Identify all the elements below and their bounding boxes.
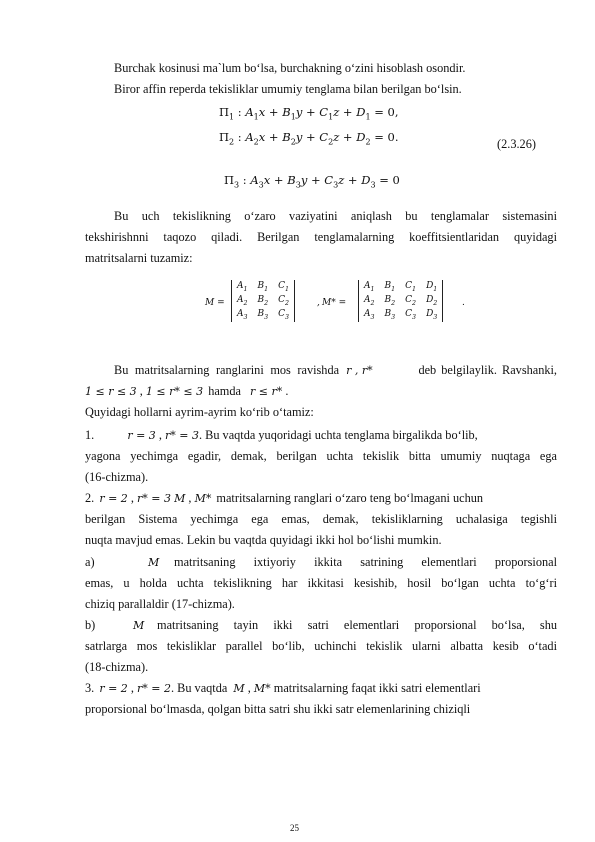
text-line-2: Biror affin reperda tekisliklar umumiy tenglama bilan berilgan bo‘lsin. <box>114 82 462 96</box>
equation-pi1: $\Pi_1$ : $A_1x + B_1y + C_1z + D_1 = 0$, <box>219 105 399 122</box>
case-1-line-2: yagona yechimga egadir, demak, berilgan uchta tekislik bitta umumiy nuqtaga ega <box>85 449 557 463</box>
case-1-line-1: 1. r = 3 , r* = 3. Bu vaqtda yuqoridagi uchta tenglama birgalikda bo‘lib, <box>85 428 478 442</box>
case-b-line-3: (18-chizma). <box>85 660 149 674</box>
page-number: 25 <box>290 823 299 833</box>
paragraph-2-line-1: Bu matritsalarning ranglarini mos ravishda r , r* deb belgilaylik. Ravshanki, <box>114 363 557 377</box>
case-3-line-1: 3. r = 2 , r* = 2. Bu vaqtda M , M* matritsalarning faqat ikki satri elementlari <box>85 681 481 695</box>
case-a-line-2: emas, u holda uchta tekislikning har ikkitasi kesishib, hosil bo‘lgan uchta to‘g‘ri <box>85 576 557 590</box>
case-b-line-2: satrlarga mos tekisliklar parallel bo‘lib, uchinchi tekislik ularni albatta kesib o‘tadi <box>85 639 557 653</box>
case-a-line-1: a) M matritsaning ixtiyoriy ikkita satrining elementlari proporsional <box>85 555 557 569</box>
equation-pi3: $\Pi_3$ : $A_3x + B_3y + C_3z + D_3 = 0$ <box>224 173 400 190</box>
case-b-line-1: b) M matritsaning tayin ikki satri elementlari proporsional bo‘lsa, shu <box>85 618 557 632</box>
paragraph-2-line-2: 1 ≤ r ≤ 3 , 1 ≤ r* ≤ 3 hamda r ≤ r* . <box>85 384 289 398</box>
equation-pi2: $\Pi_2$ : $A_2x + B_2y + C_2z + D_2 = 0$. <box>219 130 399 147</box>
paragraph-1-line-3: matritsalarni tuzamiz: <box>85 251 193 265</box>
case-3-line-2: proporsional bo‘lmasda, qolgan bitta satri shu ikki satr elemenlarining chiziqli <box>85 702 471 716</box>
case-1-line-3: (16-chizma). <box>85 470 149 484</box>
text-line-1: Burchak kosinusi ma`lum bo‘lsa, burchakning o‘zini hisoblash osondir. <box>114 61 466 75</box>
case-2-line-3: nuqta mavjud emas. Lekin bu vaqtda quyidagi ikki hol bo‘lishi mumkin. <box>85 533 442 547</box>
case-2-line-2: berilgan Sistema yechimga ega emas, demak, tekisliklarning uchalasiga tegishli <box>85 512 557 526</box>
paragraph-1-line-1: Bu uch tekislikning o‘zaro vaziyatini aniqlash bu tenglamalar sistemasini <box>114 209 557 223</box>
case-a-line-3: chiziq parallaldir (17-chizma). <box>85 597 235 611</box>
paragraph-1-line-2: tekshirishnni taqozo qiladi. Berilgan tenglamalarning koeffitsientlaridan quyidagi <box>85 230 557 244</box>
equation-number: (2.3.26) <box>497 137 536 151</box>
matrix-m: M = $A_1$ $B_1$ $C_1$ $A_2$ $B_2$ $C_2$ $A_3$ $B_3$ $C_3$ , <box>205 281 320 321</box>
matrix-m-star: M* = $A_1$ $B_1$ $C_1$ $D_1$ $A_2$ $B_2$ $C_2$ $D_2$ $A_3$ $B_3$ $C_3$ $D_3$ . <box>322 281 465 321</box>
cases-intro: Quyidagi hollarni ayrim-ayrim ko‘rib o‘tamiz: <box>85 405 314 419</box>
case-2-line-1: 2. r = 2 , r* = 3 M , M* matritsalarning ranglari o‘zaro teng bo‘lmagani uchun <box>85 491 484 505</box>
